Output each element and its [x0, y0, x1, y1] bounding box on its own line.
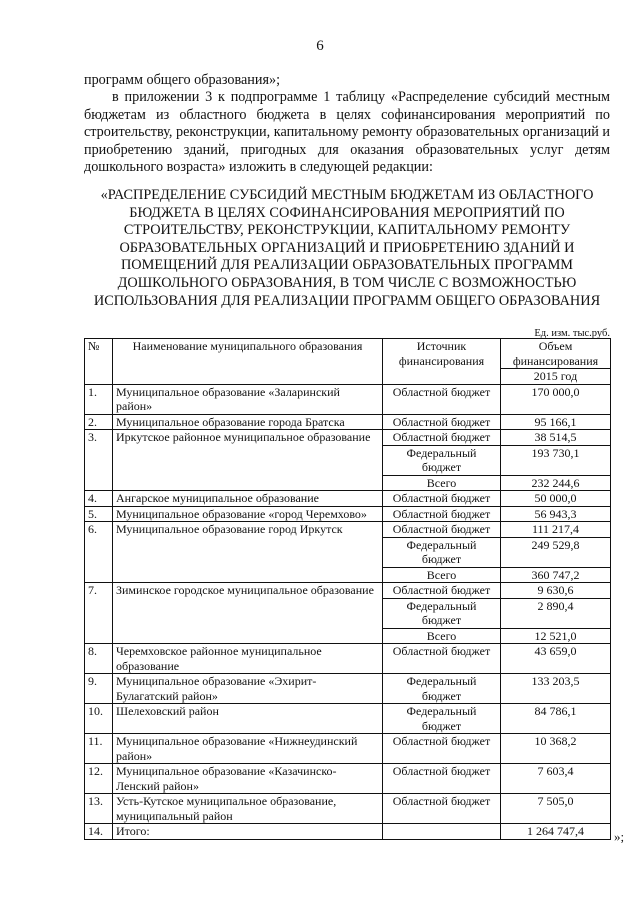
units-label: Ед. изм. тыс.руб. [534, 328, 610, 339]
municipality-name: Муниципальное образование «город Черемхово» [113, 506, 383, 522]
funding-source: Областной бюджет [383, 491, 501, 507]
funding-amount: 170 000,0 [501, 384, 611, 414]
row-number: 3. [85, 430, 113, 491]
row-number: 13. [85, 794, 113, 824]
funding-source: Всего [383, 475, 501, 491]
funding-source: Областной бюджет [383, 414, 501, 430]
subsidy-table [84, 338, 611, 840]
municipality-name: Муниципальное образование «Заларинский район» [113, 384, 383, 414]
closing-quote: »; [614, 829, 625, 844]
funding-source [383, 824, 501, 840]
table-row [85, 384, 611, 414]
header-amount: Объем финансирования [501, 339, 611, 369]
row-number: 10. [85, 704, 113, 734]
header-year: 2015 год [501, 369, 611, 385]
funding-amount: 10 368,2 [501, 734, 611, 764]
funding-amount: 50 000,0 [501, 491, 611, 507]
municipality-name: Муниципальное образование «Эхирит-Булагатский район» [113, 674, 383, 704]
funding-amount: 7 603,4 [501, 764, 611, 794]
funding-amount: 249 529,8 [501, 537, 611, 567]
table-row [85, 583, 611, 599]
funding-source: Областной бюджет [383, 522, 501, 538]
funding-amount: 360 747,2 [501, 567, 611, 583]
municipality-name: Шелеховский район [113, 704, 383, 734]
table-title: «РАСПРЕДЕЛЕНИЕ СУБСИДИЙ МЕСТНЫМ БЮДЖЕТАМ ИЗ ОБЛАСТНОГО БЮДЖЕТА В ЦЕЛЯХ СОФИНАНСИРОВАНИЯ МЕРОПРИЯТИЙ ПО СТРОИТЕЛЬСТВУ, РЕКОНСТРУКЦИИ, КАПИТАЛЬНОМУ РЕМОНТУ ОБРАЗОВАТЕЛЬНЫХ ОРГАНИЗАЦИЙ И ПРИОБРЕТЕНИЮ ЗДАНИЙ И ПОМЕЩЕНИЙ ДЛЯ РЕАЛИЗАЦИИ ОБРАЗОВАТЕЛЬНЫХ ПРОГРАММ ДОШКОЛЬНОГО ОБРАЗОВАНИЯ, В ТОМ ЧИСЛЕ С ВОЗМОЖНОСТЬЮ ИСПОЛЬЗОВАНИЯ ДЛЯ РЕАЛИЗАЦИИ ПРОГРАММ ОБЩЕГО ОБРАЗОВАНИЯ [93, 187, 601, 309]
municipality-name: Зиминское городское муниципальное образование [113, 583, 383, 644]
municipality-name: Черемховское районное муниципальное образование [113, 644, 383, 674]
table-row [85, 794, 611, 824]
municipality-name: Усть-Кутское муниципальное образование, муниципальный район [113, 794, 383, 824]
table-row [85, 491, 611, 507]
table-row [85, 824, 611, 840]
municipality-name: Ангарское муниципальное образование [113, 491, 383, 507]
funding-amount: 7 505,0 [501, 794, 611, 824]
paragraph-continuation: программ общего образования»; [84, 72, 281, 88]
funding-amount: 38 514,5 [501, 430, 611, 446]
funding-source: Всего [383, 628, 501, 644]
row-number: 7. [85, 583, 113, 644]
funding-source: Областной бюджет [383, 583, 501, 599]
row-number: 6. [85, 522, 113, 583]
funding-source: Областной бюджет [383, 430, 501, 446]
funding-amount: 95 166,1 [501, 414, 611, 430]
funding-source: Областной бюджет [383, 506, 501, 522]
table-row [85, 506, 611, 522]
funding-source: Областной бюджет [383, 734, 501, 764]
municipality-name: Муниципальное образование «Нижнеудинский район» [113, 734, 383, 764]
funding-source: Федеральный бюджет [383, 537, 501, 567]
funding-amount: 1 264 747,4 [501, 824, 611, 840]
header-name: Наименование муниципального образования [113, 339, 383, 385]
row-number: 14. [85, 824, 113, 840]
funding-amount: 193 730,1 [501, 445, 611, 475]
table-body [85, 384, 611, 839]
header-source: Источник финансирования [383, 339, 501, 385]
funding-amount: 2 890,4 [501, 598, 611, 628]
funding-source: Областной бюджет [383, 644, 501, 674]
table-row [85, 674, 611, 704]
funding-amount: 9 630,6 [501, 583, 611, 599]
funding-amount: 43 659,0 [501, 644, 611, 674]
funding-source: Всего [383, 567, 501, 583]
header-num: № [85, 339, 113, 385]
funding-amount: 232 244,6 [501, 475, 611, 491]
funding-source: Федеральный бюджет [383, 704, 501, 734]
municipality-name: Итого: [113, 824, 383, 840]
row-number: 2. [85, 414, 113, 430]
municipality-name: Муниципальное образование города Братска [113, 414, 383, 430]
row-number: 5. [85, 506, 113, 522]
table-row [85, 414, 611, 430]
row-number: 1. [85, 384, 113, 414]
funding-source: Областной бюджет [383, 794, 501, 824]
funding-amount: 84 786,1 [501, 704, 611, 734]
row-number: 4. [85, 491, 113, 507]
funding-source: Областной бюджет [383, 764, 501, 794]
table-row [85, 644, 611, 674]
funding-source: Федеральный бюджет [383, 598, 501, 628]
municipality-name: Муниципальное образование город Иркутск [113, 522, 383, 583]
municipality-name: Муниципальное образование «Казачинско-Ленский район» [113, 764, 383, 794]
funding-amount: 12 521,0 [501, 628, 611, 644]
municipality-name: Иркутское районное муниципальное образование [113, 430, 383, 491]
table-row [85, 704, 611, 734]
page-number: 6 [316, 38, 324, 54]
funding-amount: 133 203,5 [501, 674, 611, 704]
table-row [85, 430, 611, 446]
funding-source: Областной бюджет [383, 384, 501, 414]
row-number: 9. [85, 674, 113, 704]
row-number: 12. [85, 764, 113, 794]
row-number: 11. [85, 734, 113, 764]
paragraph-amendment: в приложении 3 к подпрограмме 1 таблицу «Распределение субсидий местным бюджетам из областного бюджета в целях софинансирования мероприятий по строительству, реконструкции, капитальному ремонту образовательных организаций и приобретению зданий, пригодных для оказания образовательных услуг детям дошкольного возраста» изложить в следующей редакции: [84, 89, 610, 176]
funding-amount: 111 217,4 [501, 522, 611, 538]
table-row [85, 522, 611, 538]
funding-amount: 56 943,3 [501, 506, 611, 522]
funding-source: Федеральный бюджет [383, 445, 501, 475]
row-number: 8. [85, 644, 113, 674]
table-row [85, 734, 611, 764]
table-row [85, 764, 611, 794]
funding-source: Федеральный бюджет [383, 674, 501, 704]
